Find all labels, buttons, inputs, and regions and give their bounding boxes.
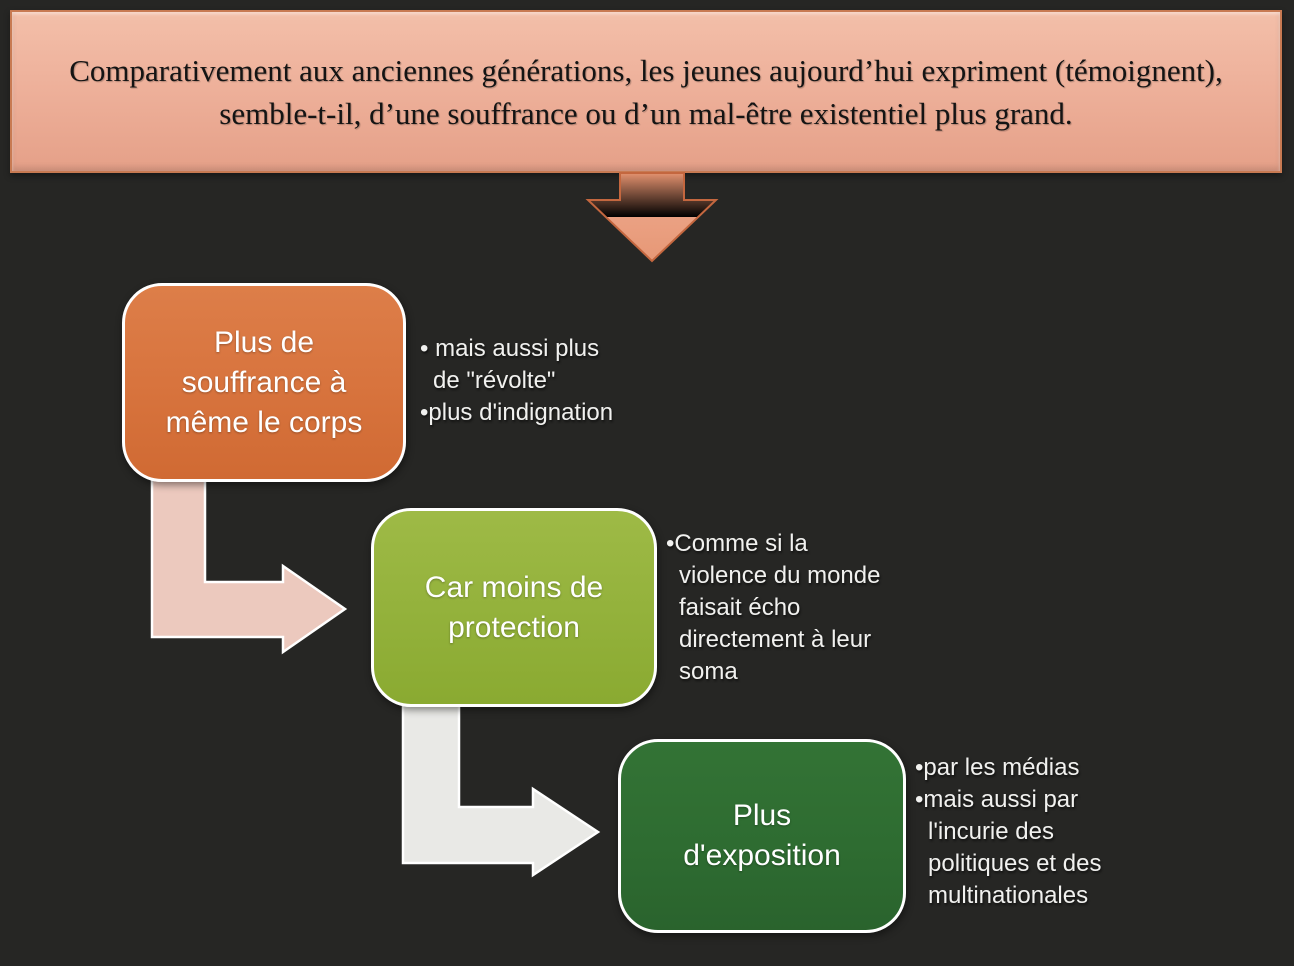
bullet-item: • mais aussi plus de "révolte" [420, 335, 600, 394]
box-plus-d-exposition [618, 739, 906, 933]
bullet-item: •par les médias [915, 754, 1080, 781]
bullet-list-exposition [915, 752, 1130, 912]
box-title: Car moins de protection [424, 570, 604, 644]
bullet-item: •mais aussi par l'incurie des politiques et des multinationales [915, 786, 1102, 909]
box-plus-de-souffrance [122, 283, 406, 482]
down-arrow-icon [580, 172, 730, 267]
box-car-moins-de-protection [371, 508, 657, 707]
bullet-list-souffrance [420, 333, 620, 429]
bullet-item: •Comme si la violence du monde faisait écho directement à leur soma [666, 530, 881, 685]
intro-banner [10, 10, 1282, 173]
box-title: Plus de souffrance à même le corps [165, 325, 363, 439]
box-title: Plus d'exposition [683, 799, 841, 872]
elbow-connector-arrow-1 [145, 470, 355, 662]
bullet-list-protection [666, 528, 888, 688]
bullet-item: •plus d'indignation [420, 399, 614, 426]
intro-banner-text: Comparativement aux anciennes générations, les jeunes aujourd’hui expriment (témoignent), semble-t-il, d’une souffrance ou d’un mal-être existentiel plus grand. [69, 52, 1223, 131]
elbow-connector-arrow-2 [395, 690, 610, 885]
